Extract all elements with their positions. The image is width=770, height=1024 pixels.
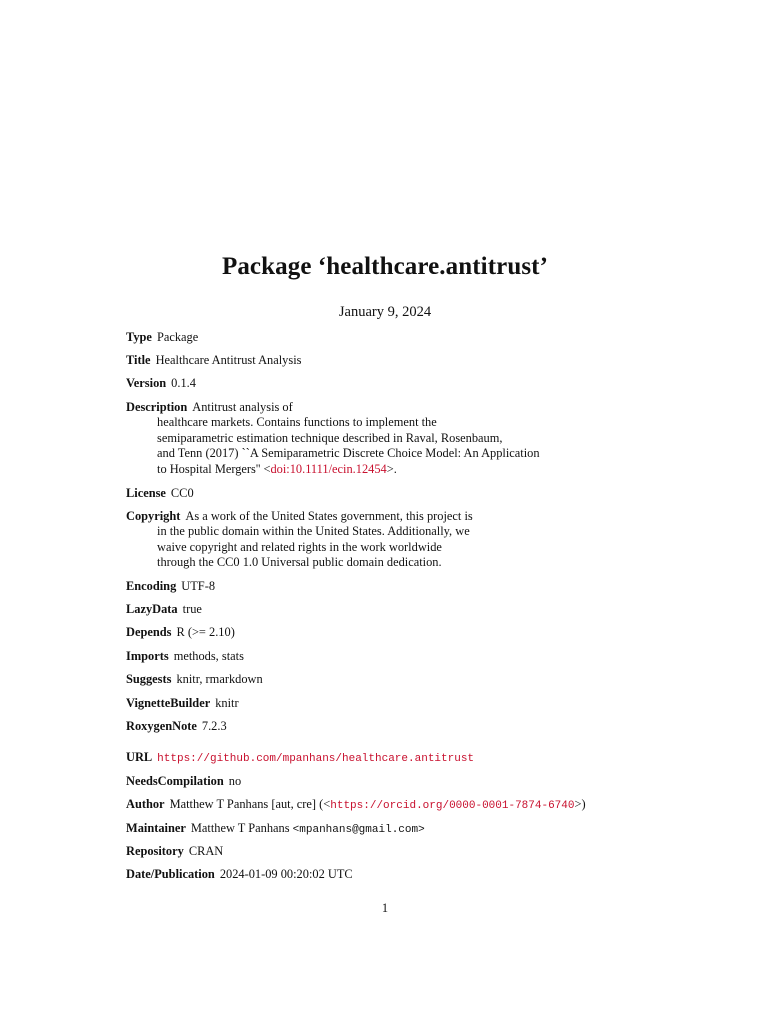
orcid-link[interactable]: https://orcid.org/0000-0001-7874-6740 bbox=[330, 800, 575, 812]
page-number: 1 bbox=[381, 901, 389, 915]
field-value: Matthew T Panhans [aut, cre] (< bbox=[169, 797, 331, 811]
field-value: true bbox=[182, 602, 202, 616]
field-label: URL bbox=[126, 750, 153, 764]
field-url bbox=[126, 750, 474, 767]
field-label: VignetteBuilder bbox=[126, 696, 211, 710]
field-label: Maintainer bbox=[126, 821, 186, 835]
field-value: methods, stats bbox=[173, 649, 244, 663]
copyright-line: waive copyright and related rights in the work worldwide bbox=[157, 539, 442, 554]
field-value: Package bbox=[156, 330, 199, 344]
field-value: knitr bbox=[215, 696, 239, 710]
field-suggests bbox=[126, 672, 263, 687]
field-label: Author bbox=[126, 797, 165, 811]
field-description bbox=[126, 400, 540, 477]
field-vignettebuilder bbox=[126, 696, 239, 711]
description-line: and Tenn (2017) ``A Semiparametric Discrete Choice Model: An Application bbox=[157, 446, 540, 461]
field-version bbox=[126, 376, 196, 391]
field-encoding bbox=[126, 579, 215, 594]
field-datepublication bbox=[126, 867, 353, 882]
field-label: Imports bbox=[126, 649, 169, 663]
description-text: >. bbox=[386, 461, 397, 476]
field-copyright bbox=[126, 509, 473, 571]
package-date: January 9, 2024 bbox=[338, 304, 432, 320]
field-label: Copyright bbox=[126, 509, 181, 523]
field-lazydata bbox=[126, 602, 202, 617]
field-label: Title bbox=[126, 353, 151, 367]
package-title: Package ‘healthcare.antitrust’ bbox=[221, 253, 549, 280]
field-value: knitr, rmarkdown bbox=[176, 672, 263, 686]
field-label: RoxygenNote bbox=[126, 719, 197, 733]
description-line: healthcare markets. Contains functions to implement the bbox=[157, 415, 437, 430]
field-type bbox=[126, 330, 198, 345]
field-value: CRAN bbox=[188, 844, 224, 858]
field-value: Healthcare Antitrust Analysis bbox=[155, 353, 302, 367]
field-label: NeedsCompilation bbox=[126, 774, 224, 788]
field-imports bbox=[126, 649, 244, 664]
field-label: Version bbox=[126, 376, 167, 390]
description-text: to Hospital Mergers'' < bbox=[157, 461, 271, 476]
field-value: Antitrust analysis of bbox=[192, 400, 293, 414]
field-label: Repository bbox=[126, 844, 184, 858]
description-line bbox=[126, 462, 540, 477]
field-value: 0.1.4 bbox=[171, 376, 196, 390]
field-label: License bbox=[126, 486, 166, 500]
field-value: CC0 bbox=[170, 486, 194, 500]
field-value: 2024-01-09 00:20:02 UTC bbox=[219, 867, 353, 881]
field-roxygennote bbox=[126, 719, 227, 734]
copyright-line: in the public domain within the United States. Additionally, we bbox=[157, 524, 470, 539]
maintainer-email: <mpanhans@gmail.com> bbox=[292, 824, 425, 836]
field-value: >) bbox=[574, 797, 586, 811]
field-label: Description bbox=[126, 400, 188, 414]
field-label: LazyData bbox=[126, 602, 178, 616]
field-value: 7.2.3 bbox=[201, 719, 227, 733]
field-maintainer bbox=[126, 821, 425, 838]
field-label: Date/Publication bbox=[126, 867, 215, 881]
description-line: semiparametric estimation technique described in Raval, Rosenbaum, bbox=[157, 430, 503, 445]
field-repository bbox=[126, 844, 223, 859]
maintainer-name: Matthew T Panhans bbox=[190, 821, 290, 835]
field-value: UTF-8 bbox=[181, 579, 216, 593]
field-title bbox=[126, 353, 301, 368]
doi-link[interactable]: doi:10.1111/ecin.12454 bbox=[270, 461, 387, 476]
github-url-link[interactable]: https://github.com/mpanhans/healthcare.antitrust bbox=[157, 753, 475, 765]
copyright-line: through the CC0 1.0 Universal public domain dedication. bbox=[157, 555, 442, 570]
field-author bbox=[126, 797, 586, 814]
field-value: As a work of the United States government, this project is bbox=[185, 509, 473, 523]
field-depends bbox=[126, 625, 235, 640]
field-needscompilation bbox=[126, 774, 241, 789]
field-label: Encoding bbox=[126, 579, 177, 593]
field-value: R (>= 2.10) bbox=[176, 625, 235, 639]
field-license bbox=[126, 486, 194, 501]
field-value: no bbox=[228, 774, 242, 788]
field-label: Depends bbox=[126, 625, 172, 639]
field-label: Suggests bbox=[126, 672, 172, 686]
field-label: Type bbox=[126, 330, 152, 344]
